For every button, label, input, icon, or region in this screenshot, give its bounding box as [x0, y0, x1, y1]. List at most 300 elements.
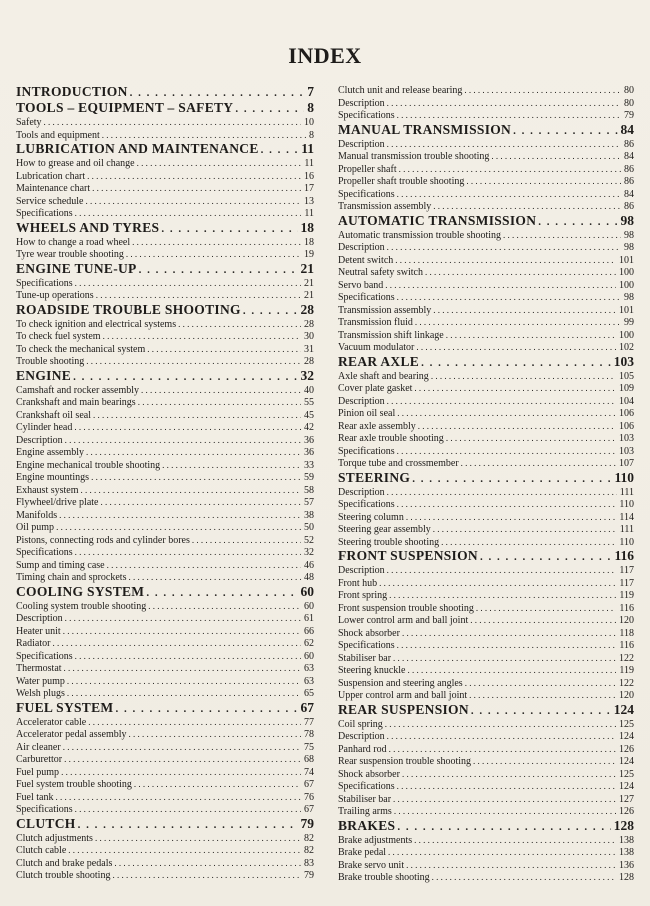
entry-label: Lower control arm and ball joint	[338, 615, 469, 626]
section-heading-label: MANUAL TRANSMISSION	[338, 121, 512, 137]
entry-label: Suspension and steering angles	[338, 677, 463, 689]
page-number: 116	[614, 548, 634, 563]
entry-label: Tools and equipment	[16, 129, 100, 141]
entry-label: Accelerator pedal assembly	[16, 729, 127, 740]
page-number: 116	[619, 640, 634, 651]
entry-label: Vacuum modulator	[338, 342, 415, 353]
page-number: 122	[619, 652, 634, 664]
entry-label: Engine assembly	[16, 447, 85, 458]
page-number: 78	[304, 729, 314, 740]
entry-label: Clutch unit and release bearing	[338, 85, 463, 96]
dot-leader	[79, 484, 302, 497]
entry-label: Propeller shaft trouble shooting	[338, 176, 465, 187]
dot-leader	[124, 248, 301, 261]
entry-label: Specifications	[16, 277, 73, 289]
page-number: 48	[304, 572, 314, 583]
index-entry	[338, 498, 634, 511]
dot-leader	[413, 316, 621, 329]
index-entry	[16, 157, 314, 170]
index-entry	[338, 602, 634, 615]
entry-label: Oil pump	[16, 522, 55, 533]
page-number: 60	[300, 583, 314, 599]
page-number: 86	[624, 176, 634, 187]
entry-label: Transmission assembly	[338, 304, 432, 316]
dot-leader	[439, 536, 616, 549]
dot-leader	[400, 627, 616, 640]
dot-leader	[62, 662, 301, 675]
section-heading-label: TOOLS – EQUIPMENT – SAFETY	[16, 100, 234, 115]
index-entry	[16, 612, 314, 625]
page-number: 103	[619, 433, 634, 444]
page-number: 106	[619, 420, 634, 432]
dot-leader	[471, 755, 616, 768]
dot-leader	[50, 637, 301, 650]
dot-leader	[73, 277, 301, 290]
page-number: 124	[619, 781, 634, 792]
index-entry	[16, 546, 314, 559]
dot-leader	[63, 434, 301, 447]
index-entry	[16, 791, 314, 804]
index-section-heading	[338, 354, 634, 370]
dot-leader	[85, 170, 301, 183]
dot-leader	[54, 521, 301, 534]
index-entry	[16, 318, 314, 331]
section-heading-label: FRONT SUSPENSION	[338, 548, 478, 563]
index-entry	[338, 304, 634, 317]
dot-leader	[431, 523, 617, 536]
entry-label: Coil spring	[338, 718, 383, 730]
page-number: 122	[619, 677, 634, 689]
dot-leader	[112, 857, 301, 870]
dot-leader	[393, 254, 616, 267]
entry-label: Front spring	[338, 590, 388, 601]
page-number: 84	[620, 121, 634, 137]
dot-leader	[65, 687, 301, 700]
dot-leader	[489, 150, 621, 163]
index-entry	[16, 625, 314, 638]
page-number: 118	[619, 627, 634, 639]
dot-leader	[54, 791, 302, 804]
entry-label: Radiator	[16, 638, 51, 649]
entry-label: Stabiliser bar	[338, 793, 392, 805]
dot-leader	[90, 182, 301, 195]
section-heading-label: INTRODUCTION	[16, 84, 128, 99]
entry-label: Panhard rod	[338, 743, 387, 755]
page-number: 8	[309, 129, 314, 141]
entry-label: Tyre wear trouble shooting	[16, 249, 124, 260]
page-number: 18	[300, 219, 314, 235]
dot-leader	[73, 803, 301, 816]
page-number: 119	[619, 590, 634, 601]
index-entry	[16, 803, 314, 816]
page-number: 75	[304, 741, 314, 753]
page-number: 77	[304, 716, 314, 728]
dot-leader	[387, 743, 616, 756]
entry-label: Transmission assembly	[338, 201, 432, 212]
dot-leader	[462, 84, 621, 97]
page-number: 84	[624, 151, 634, 162]
entry-label: Manual transmission trouble shooting	[338, 151, 490, 162]
dot-leader	[130, 236, 301, 249]
index-entry	[338, 805, 634, 818]
index-entry	[338, 188, 634, 201]
entry-label: Clutch adjustments	[16, 832, 93, 844]
entry-label: Timing chain and sprockets	[16, 572, 127, 583]
dot-leader	[511, 122, 617, 138]
dot-leader	[73, 650, 301, 663]
entry-label: Shock absorber	[338, 627, 400, 639]
index-entry	[16, 687, 314, 700]
entry-label: Rear axle assembly	[338, 420, 416, 432]
dot-leader	[385, 395, 616, 408]
index-entry	[338, 486, 634, 499]
index-entry	[16, 559, 314, 572]
entry-label: Cylinder head	[16, 422, 73, 433]
index-entry	[16, 116, 314, 129]
entry-label: Automatic transmission trouble shooting	[338, 229, 502, 241]
index-entry	[16, 600, 314, 613]
page-number: 110	[619, 499, 634, 510]
index-entry	[16, 384, 314, 397]
dot-leader	[100, 129, 306, 142]
page-number: 67	[300, 699, 314, 715]
dot-leader	[431, 200, 621, 213]
index-entry	[338, 97, 634, 110]
entry-label: Specifications	[338, 292, 395, 303]
page-number: 38	[304, 509, 314, 521]
page-number: 32	[304, 547, 314, 558]
index-section-heading	[16, 220, 314, 236]
index-entry	[16, 195, 314, 208]
index-entry	[338, 536, 634, 549]
page-number: 110	[619, 536, 634, 548]
page-number: 110	[614, 469, 634, 485]
dot-leader	[463, 677, 616, 690]
dot-leader	[395, 818, 610, 834]
dot-leader	[83, 195, 301, 208]
page-number: 80	[624, 97, 634, 109]
entry-label: Specifications	[338, 781, 395, 792]
page-number: 19	[304, 249, 314, 260]
page-number: 102	[619, 342, 634, 353]
entry-label: Stabiliser bar	[338, 652, 392, 664]
index-entry	[338, 279, 634, 292]
index-entry	[338, 84, 634, 97]
dot-leader	[105, 559, 301, 572]
entry-label: To check fuel system	[16, 331, 101, 342]
dot-leader	[86, 716, 301, 729]
dot-leader	[404, 511, 617, 524]
dot-leader	[395, 291, 621, 304]
index-entry	[16, 650, 314, 663]
entry-label: Description	[338, 565, 385, 576]
page-number: 126	[619, 806, 634, 817]
index-entry	[338, 511, 634, 524]
dot-leader	[160, 459, 301, 472]
dot-leader	[391, 793, 616, 806]
dot-leader	[385, 486, 617, 499]
index-entry	[338, 834, 634, 847]
dot-leader	[76, 816, 298, 832]
dot-leader	[259, 141, 299, 157]
entry-label: Description	[338, 97, 385, 109]
page-number: 31	[304, 343, 314, 355]
index-entry	[338, 229, 634, 242]
dot-leader	[395, 407, 616, 420]
index-section-heading	[338, 122, 634, 138]
index-entry	[338, 445, 634, 458]
index-entry	[338, 664, 634, 677]
section-heading-label: LUBRICATION AND MAINTENANCE	[16, 141, 259, 156]
page-number: 126	[619, 743, 634, 755]
index-entry	[16, 248, 314, 261]
page-number: 100	[619, 267, 634, 278]
page-number: 59	[304, 472, 314, 483]
dot-leader	[128, 84, 305, 100]
dot-leader	[414, 341, 616, 354]
page-number: 36	[304, 434, 314, 446]
dot-leader	[385, 241, 621, 254]
entry-label: Description	[338, 138, 385, 150]
dot-leader	[61, 625, 301, 638]
dot-leader	[391, 652, 616, 665]
entry-label: Lubrication chart	[16, 170, 86, 182]
dot-leader	[145, 343, 301, 356]
dot-leader	[423, 266, 616, 279]
index-entry	[338, 395, 634, 408]
dot-leader	[501, 229, 621, 242]
entry-label: How to change a road wheel	[16, 236, 131, 248]
index-entry	[338, 577, 634, 590]
index-entry	[338, 316, 634, 329]
dot-leader	[459, 457, 616, 470]
page-number: 42	[304, 422, 314, 433]
page-title: INDEX	[288, 43, 362, 68]
index-entry	[338, 793, 634, 806]
page-number: 79	[304, 870, 314, 881]
page-number: 13	[304, 195, 314, 207]
dot-leader	[431, 304, 616, 317]
page-number: 84	[624, 188, 634, 200]
page-number: 28	[304, 356, 314, 367]
page-number: 66	[304, 625, 314, 637]
index-entry	[16, 207, 314, 220]
section-heading-label: CLUTCH	[16, 815, 76, 831]
index-section-heading	[16, 700, 314, 716]
entry-label: Cooling system trouble shooting	[16, 600, 147, 612]
dot-leader	[395, 780, 616, 793]
page-number: 17	[304, 183, 314, 194]
page-number: 103	[619, 445, 634, 457]
page-number: 98	[624, 242, 634, 253]
entry-label: Welsh plugs	[16, 688, 65, 699]
index-entry	[338, 241, 634, 254]
dot-leader	[444, 432, 616, 445]
entry-label: Safety	[16, 117, 42, 128]
page-number: 67	[304, 804, 314, 815]
entry-label: Air cleaner	[16, 741, 61, 753]
index-section-heading	[16, 84, 314, 100]
index-entry	[16, 355, 314, 368]
page-number: 124	[619, 756, 634, 767]
index-entry	[16, 421, 314, 434]
index-entry	[16, 778, 314, 791]
dot-leader	[241, 302, 298, 318]
index-entry	[338, 420, 634, 433]
page-number: 86	[624, 163, 634, 175]
dot-leader	[395, 445, 616, 458]
index-entry	[16, 509, 314, 522]
page-number: 11	[304, 158, 314, 169]
index-entry	[338, 138, 634, 151]
dot-leader	[474, 602, 617, 615]
index-entry	[16, 434, 314, 447]
index-entry	[338, 150, 634, 163]
dot-leader	[84, 355, 301, 368]
index-entry	[338, 677, 634, 690]
page-number: 119	[619, 665, 634, 676]
section-heading-label: ENGINE TUNE-UP	[16, 260, 137, 276]
dot-leader	[395, 639, 617, 652]
page-number: 62	[304, 638, 314, 649]
index-column-left	[16, 84, 314, 882]
dot-leader	[65, 675, 301, 688]
index-entry	[16, 330, 314, 343]
page-number: 86	[624, 201, 634, 212]
index-entry	[338, 329, 634, 342]
index-entry	[338, 254, 634, 267]
entry-label: Brake pedal	[338, 847, 387, 858]
page-number: 21	[304, 290, 314, 301]
index-column-right	[338, 84, 634, 884]
page-number: 98	[624, 292, 634, 303]
dot-leader	[42, 116, 301, 129]
dot-leader	[89, 471, 301, 484]
page-number: 67	[304, 779, 314, 790]
dot-leader	[62, 753, 301, 766]
page-number: 10	[304, 117, 314, 128]
index-entry	[16, 662, 314, 675]
index-entry	[16, 832, 314, 845]
dot-leader	[405, 664, 616, 677]
entry-label: Trouble shooting	[16, 356, 85, 367]
entry-label: Fuel pump	[16, 766, 60, 778]
page-number: 79	[624, 110, 634, 121]
page-number: 57	[304, 497, 314, 508]
entry-label: Rear suspension trouble shooting	[338, 756, 472, 767]
entry-label: Axle shaft and bearing	[338, 370, 429, 382]
index-entry	[338, 407, 634, 420]
dot-leader	[410, 470, 611, 486]
page-number: 32	[300, 367, 314, 383]
page-number: 80	[624, 85, 634, 96]
index-entry	[16, 277, 314, 290]
dot-leader	[416, 420, 616, 433]
dot-leader	[136, 396, 301, 409]
dot-leader	[93, 832, 301, 845]
section-heading-label: REAR SUSPENSION	[338, 701, 469, 717]
dot-leader	[98, 496, 301, 509]
entry-label: To check ignition and electrical systems	[16, 318, 177, 330]
dot-leader	[127, 728, 301, 741]
dot-leader	[71, 368, 297, 384]
index-entry	[16, 521, 314, 534]
index-entry	[16, 728, 314, 741]
index-entry	[338, 718, 634, 731]
index-entry	[16, 289, 314, 302]
entry-label: Engine mountings	[16, 472, 90, 483]
entry-label: Specifications	[338, 445, 395, 457]
index-section-heading	[16, 368, 314, 384]
index-section-heading	[338, 213, 634, 229]
index-entry	[338, 457, 634, 470]
index-entry	[338, 589, 634, 602]
index-entry	[338, 163, 634, 176]
entry-label: Crankshaft and main bearings	[16, 397, 136, 408]
entry-label: Clutch cable	[16, 845, 67, 856]
dot-leader	[63, 612, 301, 625]
section-heading-label: AUTOMATIC TRANSMISSION	[338, 212, 537, 228]
dot-leader	[59, 766, 301, 779]
section-heading-label: FUEL SYSTEM	[16, 699, 114, 715]
entry-label: Pinion oil seal	[338, 408, 396, 419]
page-number: 111	[619, 524, 634, 535]
entry-label: Steering trouble shooting	[338, 536, 440, 548]
index-entry	[16, 741, 314, 754]
page-number: 30	[304, 331, 314, 342]
page-number: 18	[304, 236, 314, 248]
page-number: 58	[304, 484, 314, 496]
dot-leader	[386, 846, 616, 859]
entry-label: Specifications	[338, 499, 395, 510]
page-number: 125	[619, 768, 634, 780]
dot-leader	[144, 584, 297, 600]
page-number: 7	[307, 84, 314, 99]
entry-label: Fuel tank	[16, 791, 54, 803]
dot-leader	[101, 330, 301, 343]
entry-label: Neutral safety switch	[338, 267, 423, 278]
entry-label: Specifications	[16, 208, 73, 219]
entry-label: Brake servo unit	[338, 859, 405, 871]
index-entry	[338, 109, 634, 122]
dot-leader	[383, 718, 616, 731]
entry-label: Tune-up operations	[16, 290, 94, 301]
page-number: 124	[619, 731, 634, 742]
section-heading-label: WHEELS AND TYRES	[16, 219, 160, 235]
dot-leader	[73, 207, 302, 220]
index-entry	[16, 129, 314, 142]
entry-label: Exhaust system	[16, 484, 79, 496]
index-entry	[338, 200, 634, 213]
index-section-heading	[338, 818, 634, 834]
entry-label: Shock absorber	[338, 768, 400, 780]
index-entry	[16, 471, 314, 484]
page-number: 120	[619, 615, 634, 626]
section-heading-label: REAR AXLE	[338, 353, 420, 369]
entry-label: Heater unit	[16, 625, 61, 637]
index-section-heading	[16, 100, 314, 116]
dot-leader	[395, 109, 621, 122]
dot-leader	[159, 220, 297, 236]
dot-leader	[536, 213, 617, 229]
index-entry	[338, 614, 634, 627]
page-number: 60	[304, 600, 314, 612]
entry-label: Manifolds	[16, 509, 58, 521]
page-number: 11	[304, 208, 314, 219]
entry-label: Pistons, connecting rods and cylinder bores	[16, 534, 190, 546]
page-number: 36	[304, 447, 314, 458]
entry-label: Front hub	[338, 577, 378, 589]
